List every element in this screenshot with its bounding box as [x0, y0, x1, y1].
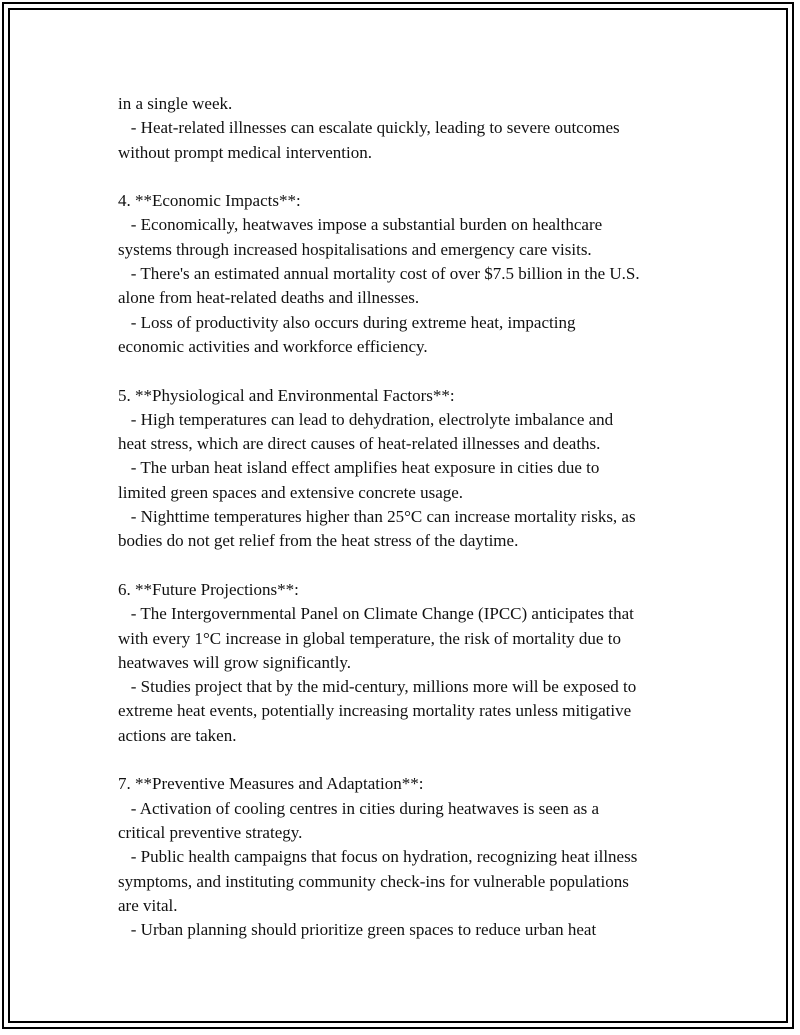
text-line: - Loss of productivity also occurs during extreme heat, impacting: [118, 312, 576, 332]
text-line: - The urban heat island effect amplifies heat exposure in cities due to: [118, 458, 600, 478]
text-line: extreme heat events, potentially increasing mortality rates unless mitigative: [118, 701, 632, 721]
text-line: critical preventive strategy.: [118, 822, 303, 842]
text-line: are vital.: [118, 895, 178, 915]
text-line: symptoms, and instituting community check-ins for vulnerable populations: [118, 871, 629, 891]
text-line: 5. **Physiological and Environmental Factors**:: [118, 385, 455, 405]
text-line: limited green spaces and extensive concrete usage.: [118, 482, 464, 502]
text-line: without prompt medical intervention.: [118, 142, 373, 162]
text-line: heatwaves will grow significantly.: [118, 652, 352, 672]
blank-line: [118, 554, 718, 578]
text-line: - High temperatures can lead to dehydration, electrolyte imbalance and: [118, 409, 614, 429]
document-body: [118, 92, 718, 942]
text-line: in a single week.: [118, 94, 233, 113]
text-line: - Studies project that by the mid-century, millions more will be exposed to: [118, 677, 637, 697]
text-line: - The Intergovernmental Panel on Climate Change (IPCC) anticipates that: [118, 604, 634, 624]
text-line: - There's an estimated annual mortality cost of over $7.5 billion in the U.S.: [118, 264, 640, 284]
text-line: economic activities and workforce efficiency.: [118, 336, 428, 356]
text-line: - Economically, heatwaves impose a substantial burden on healthcare: [118, 215, 603, 235]
text-line: heat stress, which are direct causes of heat-related illnesses and deaths.: [118, 434, 601, 454]
text-line: 7. **Preventive Measures and Adaptation**:: [118, 774, 424, 794]
text-line: alone from heat-related deaths and illnesses.: [118, 288, 420, 308]
text-line: 4. **Economic Impacts**:: [118, 191, 301, 211]
blank-line: [118, 748, 718, 772]
text-line: - Nighttime temperatures higher than 25°C can increase mortality risks, as: [118, 507, 636, 527]
blank-line: [118, 359, 718, 383]
text-line: 6. **Future Projections**:: [118, 579, 299, 599]
text-line: with every 1°C increase in global temperature, the risk of mortality due to: [118, 628, 621, 648]
text-line: - Heat-related illnesses can escalate quickly, leading to severe outcomes: [118, 118, 620, 138]
blank-line: [118, 165, 718, 189]
text-line: bodies do not get relief from the heat stress of the daytime.: [118, 531, 519, 551]
text-line: - Public health campaigns that focus on hydration, recognizing heat illness: [118, 847, 638, 867]
text-line: systems through increased hospitalisations and emergency care visits.: [118, 239, 592, 259]
text-line: - Urban planning should prioritize green spaces to reduce urban heat: [118, 920, 597, 940]
text-line: actions are taken.: [118, 725, 237, 745]
text-line: - Activation of cooling centres in cities during heatwaves is seen as a: [118, 798, 600, 818]
